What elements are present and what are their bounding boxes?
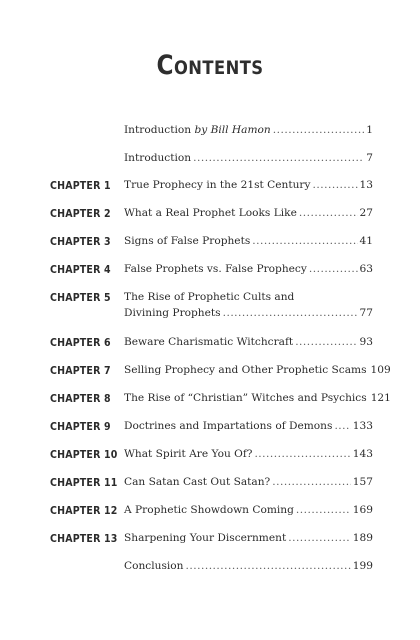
toc-entry-title: True Prophecy in the 21st Century: [124, 179, 311, 191]
toc-entry-conclusion[interactable]: [124, 560, 373, 572]
toc-entry-chapter-12[interactable]: [124, 504, 373, 516]
toc-page-number: 63: [359, 263, 373, 275]
toc-entry-chapter-6[interactable]: [124, 336, 373, 348]
toc-entry-title: What Spirit Are You Of?: [124, 448, 253, 460]
toc-page-number: 93: [359, 336, 373, 348]
toc-entry-title: Conclusion: [124, 560, 184, 572]
toc-page-number: 157: [352, 476, 373, 488]
toc-page-number: 121: [370, 392, 391, 404]
toc-page-number: 133: [352, 420, 373, 432]
toc-entry-title: What a Real Prophet Looks Like: [124, 207, 297, 219]
dot-leader: [309, 263, 358, 275]
toc-entry-title-line1: The Rise of Prophetic Cults and: [124, 291, 295, 303]
chapter-label: CHAPTER 6: [50, 337, 111, 349]
page-title: Contents: [156, 50, 264, 81]
toc-entry-title: Beware Charismatic Witchcraft: [124, 336, 294, 348]
dot-leader: [288, 532, 351, 544]
dot-leader: [272, 476, 351, 488]
toc-entry-title: Selling Prophecy and Other Prophetic Scams: [124, 364, 367, 376]
toc-entry-chapter-1[interactable]: [124, 179, 373, 191]
toc-page-number: 41: [359, 235, 373, 247]
toc-page-number: 109: [370, 364, 391, 376]
chapter-label: CHAPTER 4: [50, 264, 111, 276]
toc-entry-title: Doctrines and Impartations of Demons: [124, 420, 333, 432]
toc-page-number: 169: [352, 504, 373, 516]
toc-entry-chapter-4[interactable]: [124, 263, 373, 275]
toc-entry-title: Can Satan Cast Out Satan?: [124, 476, 271, 488]
chapter-label: CHAPTER 8: [50, 393, 111, 405]
chapter-label: CHAPTER 13: [50, 533, 118, 545]
toc-entry-title: The Rise of “Christian” Witches and Psychics: [124, 392, 367, 404]
toc-entry-title: [124, 124, 271, 136]
toc-entry-chapter-2[interactable]: [124, 207, 373, 219]
dot-leader: [296, 504, 351, 516]
toc-entry-title-prefix: Introduction: [124, 124, 192, 136]
toc-page-number: 27: [359, 207, 373, 219]
chapter-label: CHAPTER 11: [50, 477, 118, 489]
toc-entry-chapter-11[interactable]: [124, 476, 373, 488]
toc-page-number: 199: [352, 560, 373, 572]
dot-leader: [223, 307, 358, 319]
toc-page-number: 7: [366, 152, 373, 164]
toc-entry-byline: by Bill Hamon: [194, 124, 271, 136]
toc-entry-chapter-3[interactable]: [124, 235, 373, 247]
toc-entry-title: Sharpening Your Discernment: [124, 532, 287, 544]
toc-entry-title: Signs of False Prophets: [124, 235, 251, 247]
dot-leader: [312, 179, 357, 191]
toc-page-number: 1: [366, 124, 373, 136]
dot-leader: [193, 152, 364, 164]
toc-entry-introduction[interactable]: [124, 152, 373, 164]
toc-entry-chapter-7[interactable]: [124, 364, 391, 376]
dot-leader: [273, 124, 365, 136]
chapter-label: CHAPTER 2: [50, 208, 111, 220]
toc-entry-title: Introduction: [124, 152, 192, 164]
toc-entry-chapter-13[interactable]: [124, 532, 373, 544]
toc-entry-introduction-by[interactable]: [124, 124, 373, 136]
dot-leader: [185, 560, 350, 572]
toc-page-number: 143: [352, 448, 373, 460]
toc-entry-chapter-9[interactable]: [124, 420, 373, 432]
dot-leader: [295, 336, 357, 348]
dot-leader: [254, 448, 350, 460]
toc-page-number: 77: [359, 307, 373, 319]
toc-entry-title: False Prophets vs. False Prophecy: [124, 263, 307, 275]
toc-page-number: 189: [352, 532, 373, 544]
dot-leader: [334, 420, 350, 432]
dot-leader: [299, 207, 358, 219]
chapter-label: CHAPTER 9: [50, 421, 111, 433]
chapter-label: CHAPTER 7: [50, 365, 111, 377]
chapter-label: CHAPTER 5: [50, 292, 111, 304]
chapter-label: CHAPTER 3: [50, 236, 111, 248]
toc-entry-title: A Prophetic Showdown Coming: [124, 504, 294, 516]
chapter-label: CHAPTER 12: [50, 505, 118, 517]
toc-entry-chapter-5[interactable]: [124, 291, 373, 319]
chapter-label: CHAPTER 1: [50, 180, 111, 192]
toc-entry-chapter-8[interactable]: [124, 392, 391, 404]
toc-entry-title-line2: Divining Prophets: [124, 307, 221, 319]
toc-entry-chapter-10[interactable]: [124, 448, 373, 460]
chapter-label: CHAPTER 10: [50, 449, 118, 461]
toc-page-number: 13: [359, 179, 373, 191]
dot-leader: [252, 235, 357, 247]
